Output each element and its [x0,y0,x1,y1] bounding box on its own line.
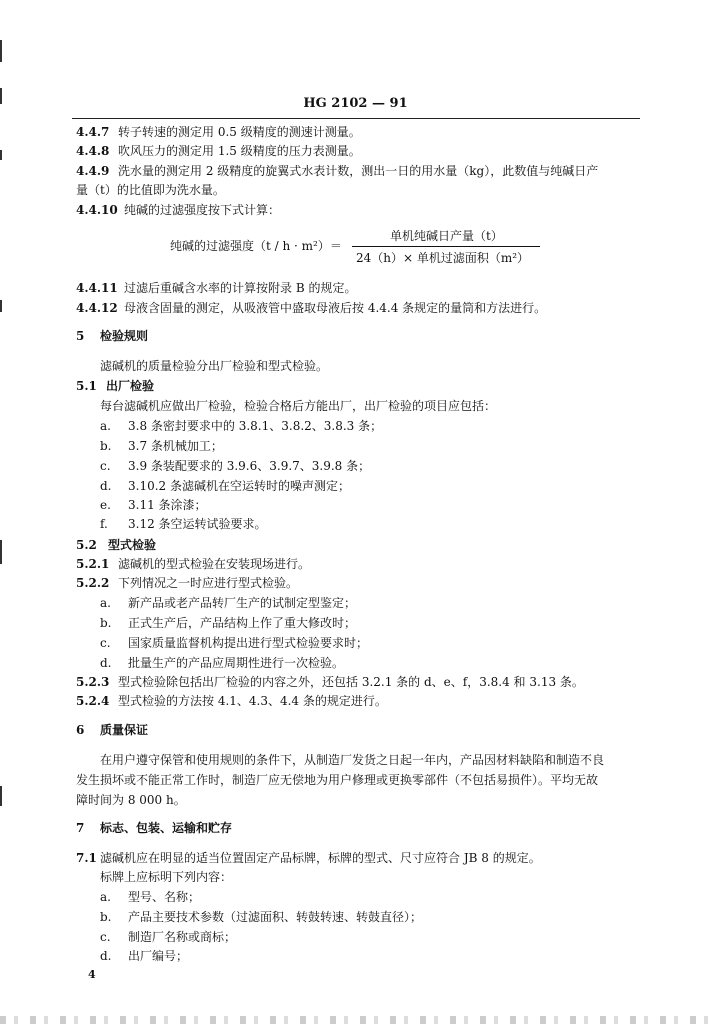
scan-edge-mark [0,786,2,806]
section-7-heading: 7 标志、包装、运输和贮存 [76,821,233,835]
formula-denominator: 24（h）× 单机过滤面积（m²） [356,251,530,265]
list-item: a. 3.8 条密封要求中的 3.8.1、3.8.2、3.8.3 条； [100,419,383,433]
clause-4-4-9-cont: 量（t）的比值即为洗水量。 [76,183,225,197]
page-number: 4 [88,968,96,981]
section-6-para-line2: 发生损坏或不能正常工作时，制造厂应无偿地为用户修理或更换零部件（不包括易损件）。平均无故 [76,773,599,787]
clause-7-1-intro: 标牌上应标明下列内容： [100,870,233,884]
list-item: c. 3.9 条装配要求的 3.9.6、3.9.7、3.9.8 条； [100,459,371,473]
list-item: a. 型号、名称； [100,890,201,904]
clause-7-1: 7.1 滤碱机应在明显的适当位置固定产品标牌，标牌的型式、尺寸应符合 JB 8 的规定。 [76,851,541,865]
clause-4-4-11: 4.4.11 过滤后重碱含水率的计算按附录 B 的规定。 [76,281,357,295]
list-item: b. 3.7 条机械加工； [100,439,223,453]
formula-fraction-bar [352,246,540,247]
clause-4-4-8: 4.4.8 吹风压力的测定用 1.5 级精度的压力表测量。 [76,144,361,158]
clause-4-4-9: 4.4.9 洗水量的测定用 2 级精度的旋翼式水表计数，测出一日的用水量（kg），此数值与纯碱日产 [76,164,599,178]
section-6-para-line3: 障时间为 8 000 h。 [76,793,186,807]
list-item: b. 正式生产后，产品结构上作了重大修改时； [100,616,357,630]
section-5-heading: 5 检验规则 [76,329,149,343]
scan-edge-mark [0,300,2,312]
list-item: c. 制造厂名称或商标； [100,930,237,944]
clause-4-4-10: 4.4.10 纯碱的过滤强度按下式计算： [76,203,281,217]
list-item: d. 3.10.2 条滤碱机在空运转时的噪声测定； [100,479,350,493]
section-5-1-heading: 5.1 出厂检验 [76,379,155,393]
clause-4-4-12: 4.4.12 母液含固量的测定，从吸液管中盛取母液后按 4.4.4 条规定的量筒和方法进行。 [76,301,547,315]
list-item: a. 新产品或老产品转厂生产的试制定型鉴定； [100,596,357,610]
clause-4-4-7: 4.4.7 转子转速的测定用 0.5 级精度的测速计测量。 [76,125,361,139]
header-rule [72,118,640,119]
scan-edge-mark [0,150,2,160]
scan-edge-mark [0,540,2,564]
clause-5-2-2: 5.2.2 下列情况之一时应进行型式检验。 [76,576,299,590]
scan-edge-mark [0,88,2,104]
list-item: b. 产品主要技术参数（过滤面积、转鼓转速、转鼓直径）； [100,910,423,924]
list-item: d. 批量生产的产品应周期性进行一次检验。 [100,656,345,670]
clause-5-2-4: 5.2.4 型式检验的方法按 4.1、4.3、4.4 条的规定进行。 [76,694,387,708]
formula-lhs: 纯碱的过滤强度（t / h · m²）＝ [170,239,342,253]
formula-numerator: 单机纯碱日产量（t） [390,229,503,243]
clause-5-2-3: 5.2.3 型式检验除包括出厂检验的内容之外，还包括 3.2.1 条的 d、e、f，3.8.4 和 3.13 条。 [76,675,584,689]
list-item: d. 出厂编号； [100,949,189,963]
section-6-heading: 6 质量保证 [76,723,149,737]
scan-bottom-edge [0,1016,711,1024]
list-item: f. 3.12 条空运转试验要求。 [100,517,267,531]
list-item: e. 3.11 条涂漆； [100,498,207,512]
clause-5-2-1: 5.2.1 滤碱机的型式检验在安装现场进行。 [76,557,311,571]
section-5-1-intro: 每台滤碱机应做出厂检验，检验合格后方能出厂，出厂检验的项目应包括： [100,399,497,413]
scan-edge-mark [0,40,2,62]
standard-code-header: HG 2102 — 91 [303,96,408,111]
section-6-para-line1: 在用户遵守保管和使用规则的条件下，从制造厂发货之日起一年内，产品因材料缺陷和制造不良 [100,753,605,767]
list-item: c. 国家质量监督机构提出进行型式检验要求时； [100,636,369,650]
section-5-intro: 滤碱机的质量检验分出厂检验和型式检验。 [100,359,329,373]
section-5-2-heading: 5.2 型式检验 [76,538,157,552]
